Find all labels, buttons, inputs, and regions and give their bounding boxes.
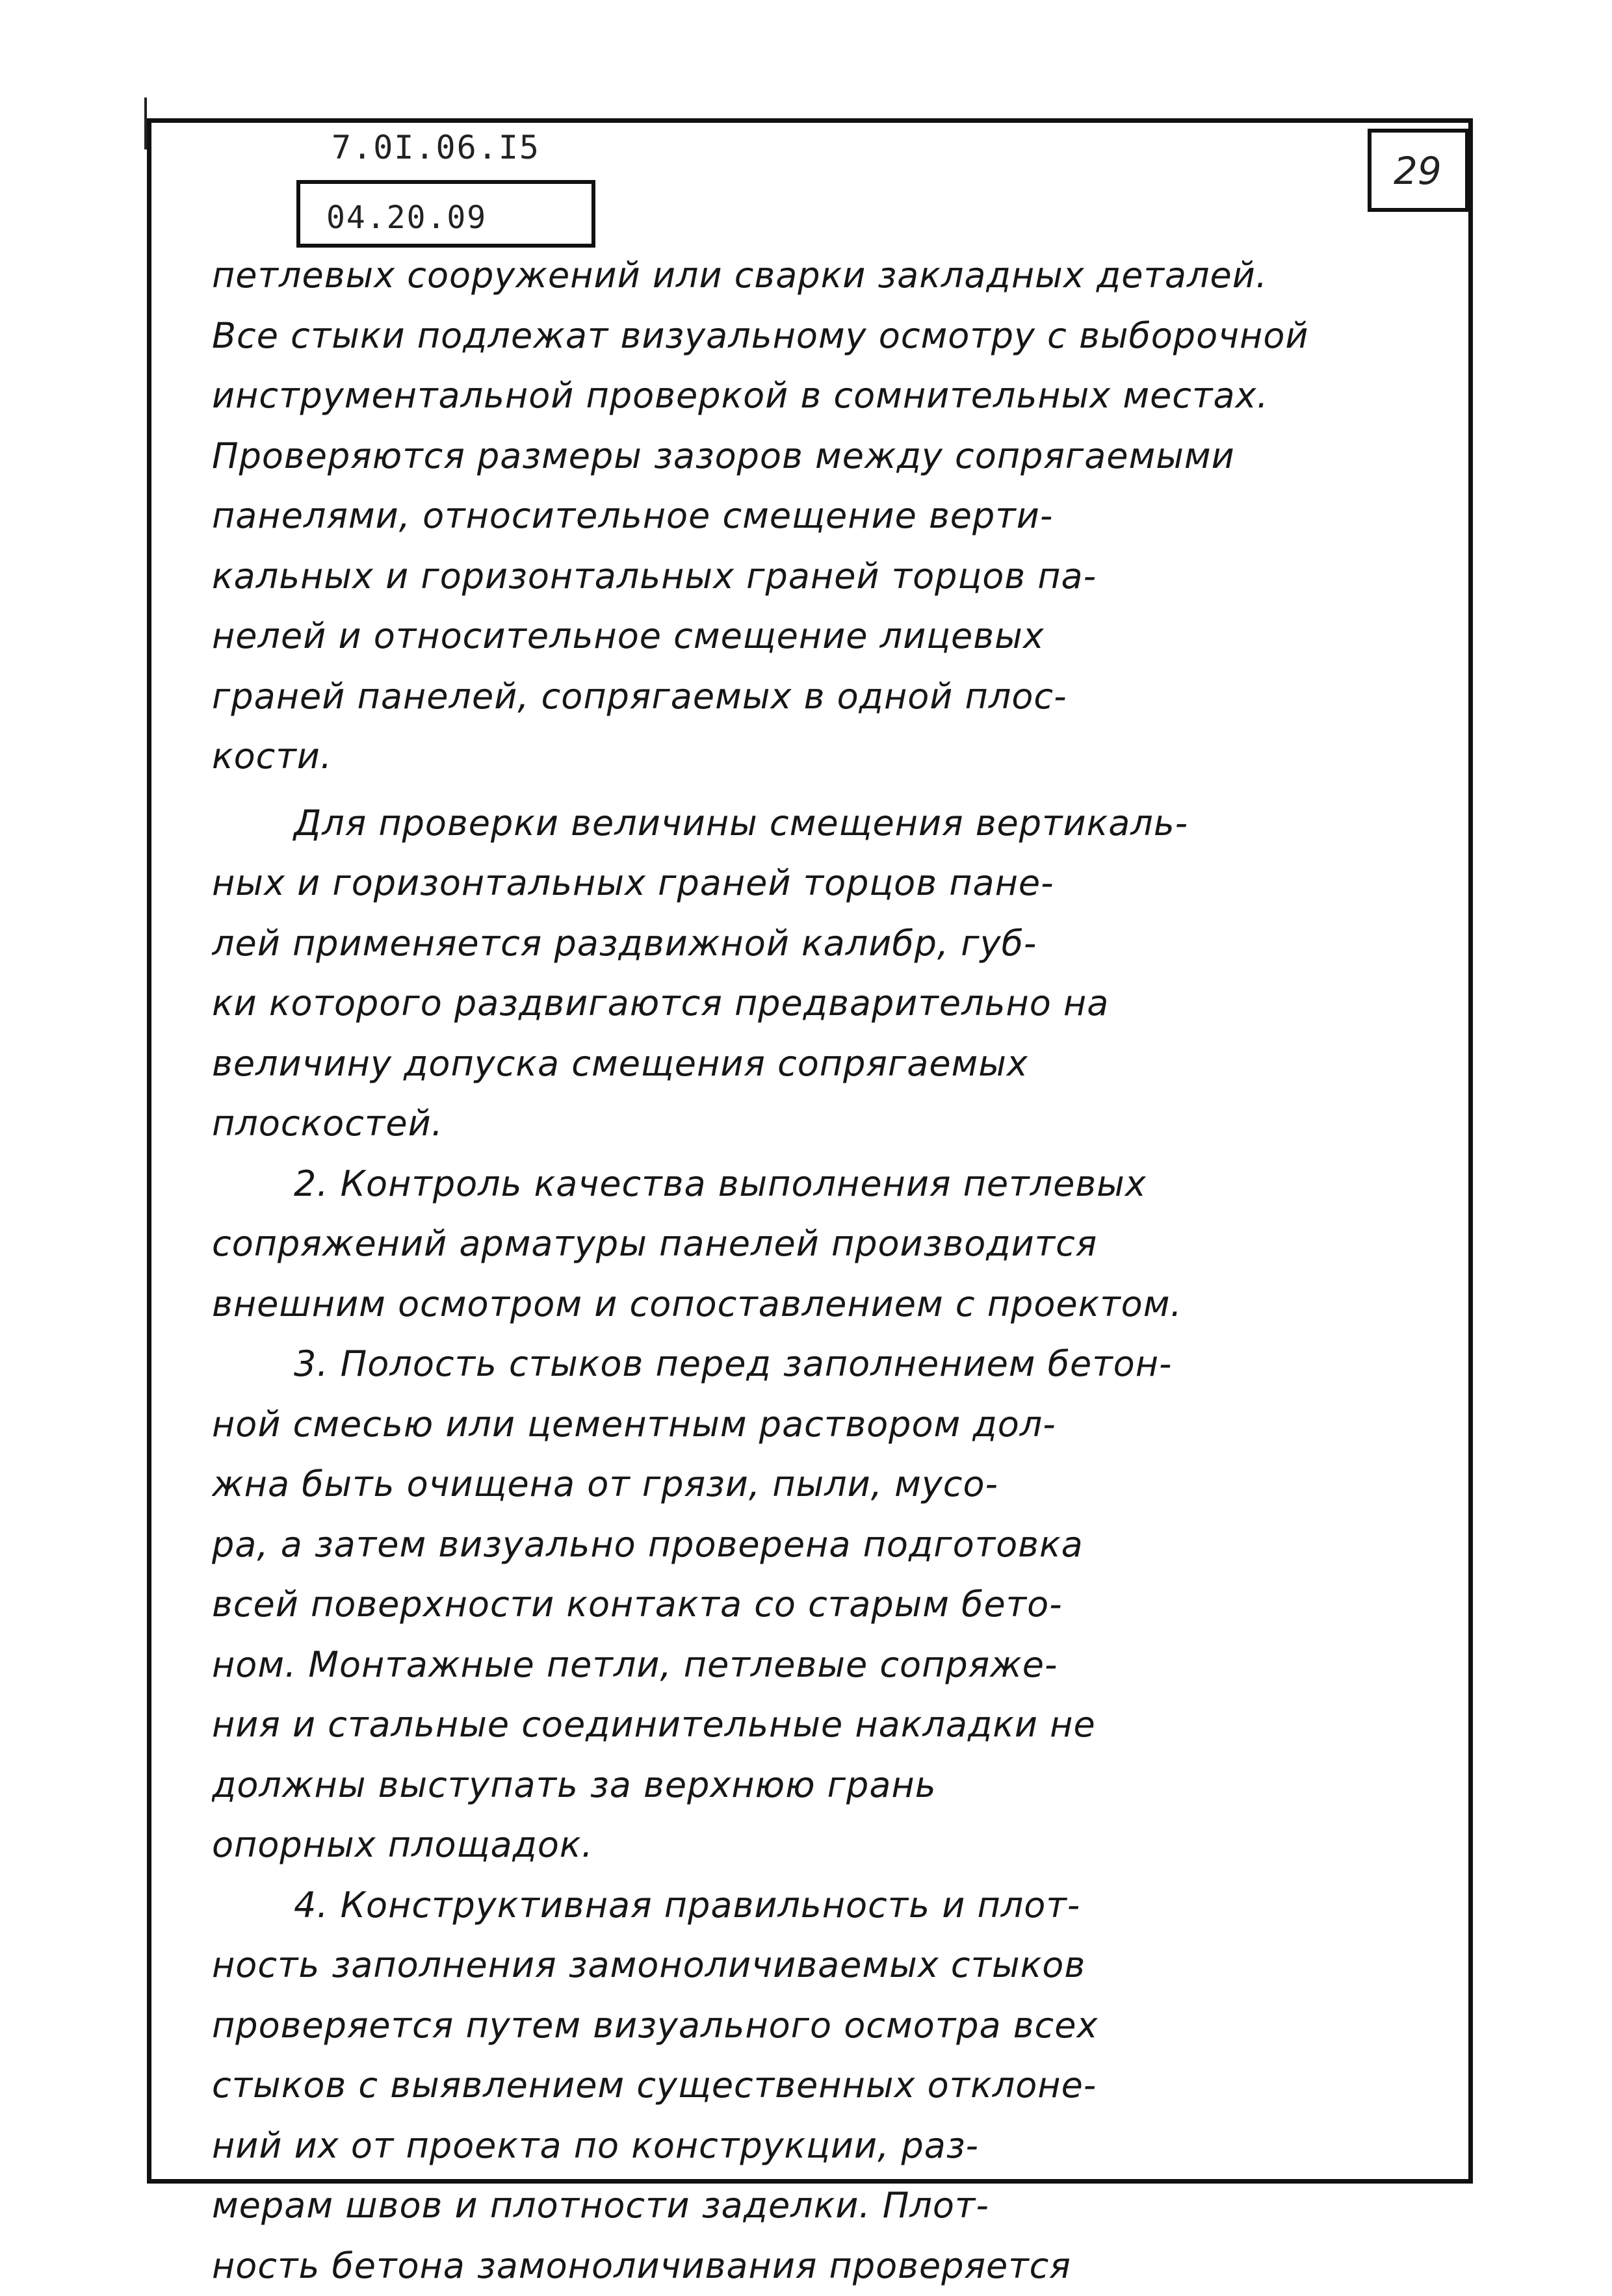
page-number-box bbox=[1368, 129, 1469, 212]
text-line: проверяется путем визуального осмотра всех bbox=[212, 1996, 1434, 2056]
paragraph-start-line: 3. Полость стыков перед заполнением бетон- bbox=[212, 1334, 1434, 1395]
text-line: внешним осмотром и сопоставлением с проектом. bbox=[212, 1274, 1434, 1335]
text-line: Все стыки подлежат визуальному осмотру с выборочной bbox=[212, 306, 1434, 367]
text-line: Проверяются размеры зазоров между сопрягаемыми bbox=[212, 426, 1434, 487]
text-line: ность заполнения замоноличиваемых стыков bbox=[212, 1935, 1434, 1996]
text-line: ность бетона замоноличивания проверяется bbox=[212, 2236, 1434, 2296]
text-line: должны выступать за верхнюю грань bbox=[212, 1755, 1434, 1816]
text-line: граней панелей, сопрягаемых в одной плос- bbox=[212, 667, 1434, 727]
text-line: плоскостей. bbox=[212, 1094, 1434, 1154]
text-line: величину допуска смещения сопрягаемых bbox=[212, 1034, 1434, 1094]
text-line: петлевых сооружений или сварки закладных деталей. bbox=[212, 246, 1434, 306]
text-line: сопряжений арматуры панелей производится bbox=[212, 1214, 1434, 1274]
paragraph-start-line: 2. Контроль качества выполнения петлевых bbox=[212, 1154, 1434, 1215]
text-line: ния и стальные соединительные накладки не bbox=[212, 1695, 1434, 1755]
page-number: 29 bbox=[1394, 152, 1442, 190]
text-line: кальных и горизонтальных граней торцов па- bbox=[212, 547, 1434, 607]
text-line: мерам швов и плотности заделки. Плот- bbox=[212, 2176, 1434, 2236]
document-code: 7.0I.06.I5 bbox=[332, 129, 540, 166]
date-stamp-text: 04.20.09 bbox=[326, 202, 487, 233]
text-line: ном. Монтажные петли, петлевые сопряже- bbox=[212, 1635, 1434, 1696]
text-line: ки которого раздвигаются предварительно на bbox=[212, 974, 1434, 1034]
text-line: панелями, относительное смещение верти- bbox=[212, 486, 1434, 547]
date-stamp-box bbox=[296, 180, 595, 248]
handwritten-text-body bbox=[212, 246, 1434, 2296]
text-line: жна быть очищена от грязи, пыли, мусо- bbox=[212, 1454, 1434, 1515]
paragraph-start-line: 4. Конструктивная правильность и плот- bbox=[212, 1876, 1434, 1936]
text-line: лей применяется раздвижной калибр, губ- bbox=[212, 914, 1434, 974]
paragraph-start-line: Для проверки величины смещения вертикаль- bbox=[212, 793, 1434, 854]
text-line: кости. bbox=[212, 727, 1434, 787]
text-line: опорных площадок. bbox=[212, 1815, 1434, 1876]
text-line: стыков с выявлением существенных отклоне- bbox=[212, 2056, 1434, 2116]
text-line: всей поверхности контакта со старым бето- bbox=[212, 1575, 1434, 1635]
text-line: ной смесью или цементным раствором дол- bbox=[212, 1395, 1434, 1455]
text-line: ных и горизонтальных граней торцов пане- bbox=[212, 853, 1434, 914]
text-line: ра, а затем визуально проверена подготовка bbox=[212, 1515, 1434, 1575]
text-line: инструментальной проверкой в сомнительных местах. bbox=[212, 366, 1434, 426]
text-line: нелей и относительное смещение лицевых bbox=[212, 606, 1434, 667]
text-line: ний их от проекта по конструкции, раз- bbox=[212, 2116, 1434, 2176]
